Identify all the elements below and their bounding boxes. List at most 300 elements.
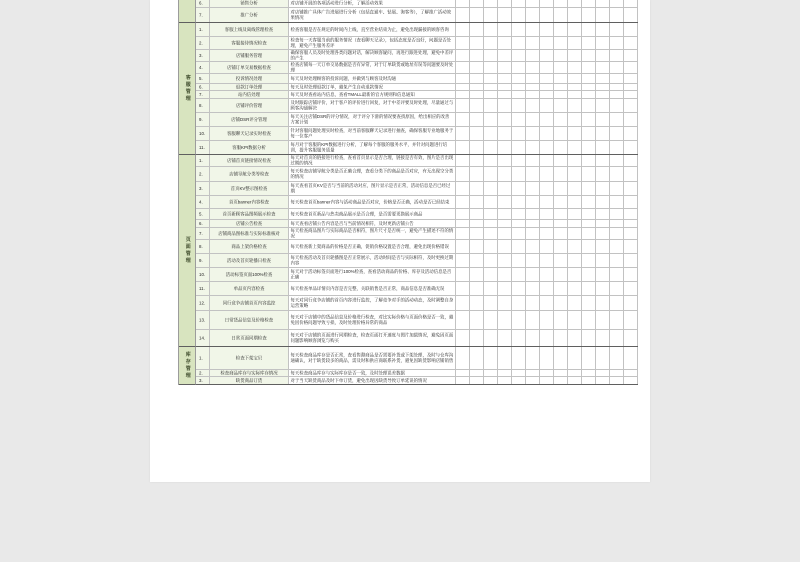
task-row [196,0,638,8]
task-name: 活动标签页面100%检查 [225,271,273,277]
empty-cell [554,311,568,329]
empty-cell [610,370,624,376]
empty-cell [512,347,526,369]
empty-cell [526,155,540,166]
row-number-cell [196,127,210,140]
empty-cell [470,99,484,112]
empty-cell [484,99,498,112]
task-row [196,296,638,311]
empty-cell [540,0,554,7]
row-number-cell [196,74,210,83]
row-number-cell [196,91,210,98]
task-row [196,330,638,347]
empty-cell [610,141,624,154]
empty-cell [456,240,470,253]
empty-cell [596,0,610,7]
empty-cell [582,99,596,112]
empty-cell [554,8,568,22]
empty-cell [540,62,554,73]
empty-cell [624,99,638,112]
task-name-cell [210,50,289,61]
task-name: 店铺订单交易数据检查 [227,64,271,70]
empty-cell [596,127,610,140]
task-description-cell [289,23,456,36]
row-number: 6. [199,84,203,90]
task-name-cell [210,311,289,329]
row-number-cell [196,99,210,112]
empty-cell [498,220,512,227]
empty-cell [512,62,526,73]
task-description: 每天及时查看站内信息，查看TMALL最新的官方规则和信息通知 [290,91,415,97]
empty-cell [624,370,638,376]
empty-cell [512,37,526,49]
task-name-cell [210,37,289,49]
task-row [196,127,638,141]
empty-cell [554,268,568,281]
empty-cell [624,196,638,208]
task-name-cell [210,254,289,267]
task-name: 客服KPI数据分析 [232,144,266,150]
empty-cell [456,311,470,329]
empty-cell [554,155,568,166]
empty-cell [456,254,470,267]
empty-cell [624,113,638,126]
empty-cell [554,370,568,376]
empty-cell [456,50,470,61]
empty-cell [526,228,540,239]
empty-cell [470,37,484,49]
empty-cell [568,228,582,239]
empty-cell [470,377,484,384]
task-description: 每天检查商品库存是否正常，查看售罄商品是否需要补货或下架处理，及时与仓库沟通确认，对于缺货较多的商品，需及时和供应商联系补货，避免因缺货影响店铺销售 [290,352,454,363]
empty-cell [540,113,554,126]
empty-cell [484,84,498,90]
row-number-cell [196,84,210,90]
empty-cell [554,228,568,239]
task-name-cell [210,8,289,22]
empty-cell [540,74,554,83]
empty-cell [568,37,582,49]
empty-cell [512,127,526,140]
task-name-cell [210,91,289,98]
empty-cell [526,113,540,126]
row-number: 7. [199,12,203,18]
empty-cell [624,167,638,181]
task-name-cell [210,220,289,227]
task-name: 首页新顾客品图频展示检查 [222,211,276,217]
empty-cell [540,311,554,329]
row-number: 3. [199,185,203,191]
task-description-cell [289,330,456,346]
empty-cell [470,84,484,90]
task-name: 推广分析 [240,12,258,18]
task-name: 日常货品信息及价格检查 [224,317,274,323]
row-number: 11. [199,144,205,150]
empty-cell [456,377,470,384]
empty-cell [512,296,526,310]
task-name-cell [210,0,289,7]
empty-cell [582,330,596,346]
empty-cell [582,228,596,239]
empty-cell [596,296,610,310]
empty-cell [470,113,484,126]
empty-cell [582,370,596,376]
empty-cell [610,377,624,384]
empty-cell [554,50,568,61]
task-description: 每天及时处理顾客的投诉问题，并做到与顾客及时沟通 [290,75,397,81]
row-number: 10. [199,130,206,136]
empty-cell [568,240,582,253]
task-row [196,377,638,385]
task-description-cell [289,228,456,239]
empty-cell [596,182,610,195]
empty-cell [526,8,540,22]
empty-cell [582,254,596,267]
empty-cell [470,62,484,73]
empty-cell [596,8,610,22]
empty-cell [610,311,624,329]
empty-cell [456,37,470,49]
row-number: 10. [199,271,206,277]
empty-cell [456,62,470,73]
task-row [196,167,638,182]
empty-cell [624,311,638,329]
empty-cell [554,23,568,36]
empty-cell [456,74,470,83]
task-description: 对于当天缺货商品及时下单订货，避免出现因缺货导致订单延误的情况 [290,377,427,383]
row-number: 2. [199,370,203,376]
row-number: 7. [199,91,203,97]
task-description-cell [289,240,456,253]
empty-cell [568,23,582,36]
empty-cell [526,196,540,208]
empty-cell [512,74,526,83]
task-name: 站内信处理 [238,91,260,97]
task-row [196,155,638,167]
empty-cell [554,347,568,369]
empty-cell [540,37,554,49]
empty-cell [526,282,540,295]
empty-cell [596,330,610,346]
empty-cell [624,74,638,83]
task-name: 日常页面同期检查 [231,335,267,341]
row-number: 3. [199,377,203,383]
empty-cell [568,50,582,61]
task-description: 每天检查商品库存与实际库存是否一致，及时处理误差数据 [290,370,405,376]
empty-cell [498,182,512,195]
empty-cell [554,282,568,295]
task-description: 每天检查首页banner内容与活动商品是否对应，价格是否正确，活动是否已经结束 [290,199,450,205]
empty-cell [456,155,470,166]
task-name-cell [210,240,289,253]
empty-cell [596,311,610,329]
empty-cell [526,99,540,112]
empty-cell [484,155,498,166]
task-row [196,220,638,228]
empty-cell [512,8,526,22]
category-rows [196,0,638,23]
empty-cell [624,228,638,239]
empty-cell [484,0,498,7]
empty-cell [610,91,624,98]
task-description-cell [289,311,456,329]
empty-cell [554,196,568,208]
task-name-cell [210,330,289,346]
empty-cell [512,113,526,126]
task-name: 店铺公告检查 [235,220,263,226]
empty-cell [554,141,568,154]
category-label: 页面管理 [184,236,190,265]
row-number-cell [196,268,210,281]
empty-cell [498,50,512,61]
task-row [196,228,638,240]
task-row [196,99,638,113]
empty-cell [610,84,624,90]
empty-cell [526,370,540,376]
empty-cell [540,240,554,253]
empty-cell [568,377,582,384]
empty-cell [526,37,540,49]
empty-cell [526,91,540,98]
task-description-cell [289,37,456,49]
empty-cell [484,377,498,384]
empty-cell [498,347,512,369]
empty-cell [498,141,512,154]
empty-cell [540,50,554,61]
task-description: 检查客服是否在规定的时间内上线，直至营业结束为止，避免出现漏接的顾客咨询 [290,26,449,32]
empty-cell [484,311,498,329]
empty-cell [610,8,624,22]
empty-cell [596,62,610,73]
empty-cell [582,74,596,83]
task-description: 每天查看店铺公告内容是否与当前情况相符，及时更新店铺公告 [290,220,414,226]
row-number: 6. [199,0,203,6]
empty-cell [498,254,512,267]
empty-cell [498,370,512,376]
empty-cell [582,182,596,195]
row-number: 11. [199,285,205,291]
empty-cell [540,282,554,295]
empty-cell [512,155,526,166]
row-number: 2. [199,171,203,177]
empty-cell [470,228,484,239]
task-description-cell [289,74,456,83]
empty-cell [610,296,624,310]
empty-cell [624,8,638,22]
task-description: 每天对于活动标签页面进行100%检查，查看活动商品的价格、库存及活动信息是否正确 [290,269,452,280]
task-row [196,182,638,196]
empty-cell [456,347,470,369]
task-name: 客服上线及离线管理检查 [224,26,274,32]
empty-cell [498,8,512,22]
empty-cell [512,311,526,329]
empty-cell [484,8,498,22]
empty-cell [456,370,470,376]
empty-cell [540,228,554,239]
empty-cell [456,99,470,112]
empty-cell [554,240,568,253]
task-description: 每天对于店铺的页面进行同期检查，检查页面打开速度与图片加载情况，避免因页面问题影响顾客浏览与购买 [290,332,454,343]
empty-cell [470,296,484,310]
row-number-cell [196,167,210,181]
empty-cell [512,330,526,346]
empty-cell [610,220,624,227]
empty-cell [456,84,470,90]
empty-cell [456,220,470,227]
task-name-cell [210,141,289,154]
empty-cell [470,74,484,83]
empty-cell [498,74,512,83]
task-description-cell [289,84,456,90]
empty-cell [526,311,540,329]
task-description-cell [289,0,456,7]
task-description-cell [289,296,456,310]
empty-cell [498,240,512,253]
empty-cell [610,74,624,83]
empty-cell [470,254,484,267]
empty-cell [596,370,610,376]
empty-cell [582,311,596,329]
row-number: 2. [199,40,203,46]
empty-cell [512,228,526,239]
empty-cell [568,91,582,98]
empty-cell [596,167,610,181]
empty-cell [554,84,568,90]
empty-cell [554,209,568,219]
task-row [196,311,638,330]
empty-cell [596,209,610,219]
empty-cell [568,282,582,295]
empty-cell [456,113,470,126]
row-number: 5. [199,75,203,81]
empty-cell [498,209,512,219]
empty-cell [554,167,568,181]
empty-cell [512,196,526,208]
task-name: 店铺服务管理 [235,52,263,58]
empty-cell [470,91,484,98]
empty-cell [582,155,596,166]
empty-cell [582,91,596,98]
empty-cell [596,23,610,36]
empty-cell [498,23,512,36]
empty-cell [582,167,596,181]
task-row [196,62,638,74]
empty-cell [624,377,638,384]
empty-cell [582,141,596,154]
empty-cell [624,240,638,253]
empty-cell [624,91,638,98]
row-number-cell [196,196,210,208]
task-description: 每天关注店铺DSR的评分情况，对于评分下滑的情况要查找原因，给出相应的改善方案计划 [290,114,450,125]
task-row [196,141,638,155]
row-number-cell [196,311,210,329]
empty-cell [610,23,624,36]
empty-cell [498,37,512,49]
empty-cell [526,254,540,267]
empty-cell [540,220,554,227]
empty-cell [568,62,582,73]
empty-cell [470,220,484,227]
task-name-cell [210,74,289,83]
empty-cell [568,220,582,227]
empty-cell [484,209,498,219]
empty-cell [554,377,568,384]
task-description-cell [289,167,456,181]
empty-cell [526,209,540,219]
task-name-cell [210,296,289,310]
empty-cell [554,37,568,49]
empty-cell [484,370,498,376]
row-number-cell [196,254,210,267]
task-name: 同行竞争店铺首页内容监控 [222,300,276,306]
task-description: 检查店铺每一天订单交易数据是否有异常，对于订单缺货或地址有误等问题要及时处理 [290,62,454,73]
empty-cell [610,0,624,7]
task-name-cell [210,99,289,112]
row-number-cell [196,240,210,253]
empty-cell [610,330,624,346]
task-row [196,347,638,370]
task-name: 店铺首页链接情况检查 [227,157,271,163]
empty-cell [624,254,638,267]
row-number: 13. [199,317,206,323]
empty-cell [582,377,596,384]
task-description: 每天对首页的链接进行检查，查看首页显示是否合理，链接是否有效，图片是否出现过期的情况 [290,155,454,166]
empty-cell [456,296,470,310]
row-number: 4. [199,199,203,205]
empty-cell [624,282,638,295]
empty-cell [498,84,512,90]
empty-cell [526,167,540,181]
empty-cell [540,8,554,22]
category-label-cell [179,23,196,155]
empty-cell [526,347,540,369]
row-number: 3. [199,52,203,58]
task-description-cell [289,377,456,384]
task-row [196,91,638,99]
empty-cell [624,330,638,346]
task-description-cell [289,220,456,227]
task-description-cell [289,99,456,112]
empty-cell [582,196,596,208]
empty-cell [484,330,498,346]
empty-cell [582,37,596,49]
empty-cell [554,74,568,83]
empty-cell [484,23,498,36]
task-description: 每天对于店铺中的货品信息及价格进行检查，对比实际价格与页面价格是否一致，避免因价格问题导致亏损，及时处理价格异常的商品 [290,314,454,325]
empty-cell [554,91,568,98]
empty-cell [498,167,512,181]
empty-cell [470,370,484,376]
empty-cell [582,296,596,310]
empty-cell [484,62,498,73]
empty-cell [498,196,512,208]
empty-cell [484,37,498,49]
row-number: 1. [199,157,203,163]
empty-cell [596,377,610,384]
task-name-cell [210,282,289,295]
empty-cell [610,155,624,166]
empty-cell [540,196,554,208]
empty-cell [540,182,554,195]
empty-cell [624,141,638,154]
empty-cell [582,113,596,126]
task-name-cell [210,377,289,384]
empty-cell [526,127,540,140]
empty-cell [596,155,610,166]
empty-cell [512,167,526,181]
empty-cell [624,347,638,369]
empty-cell [610,182,624,195]
